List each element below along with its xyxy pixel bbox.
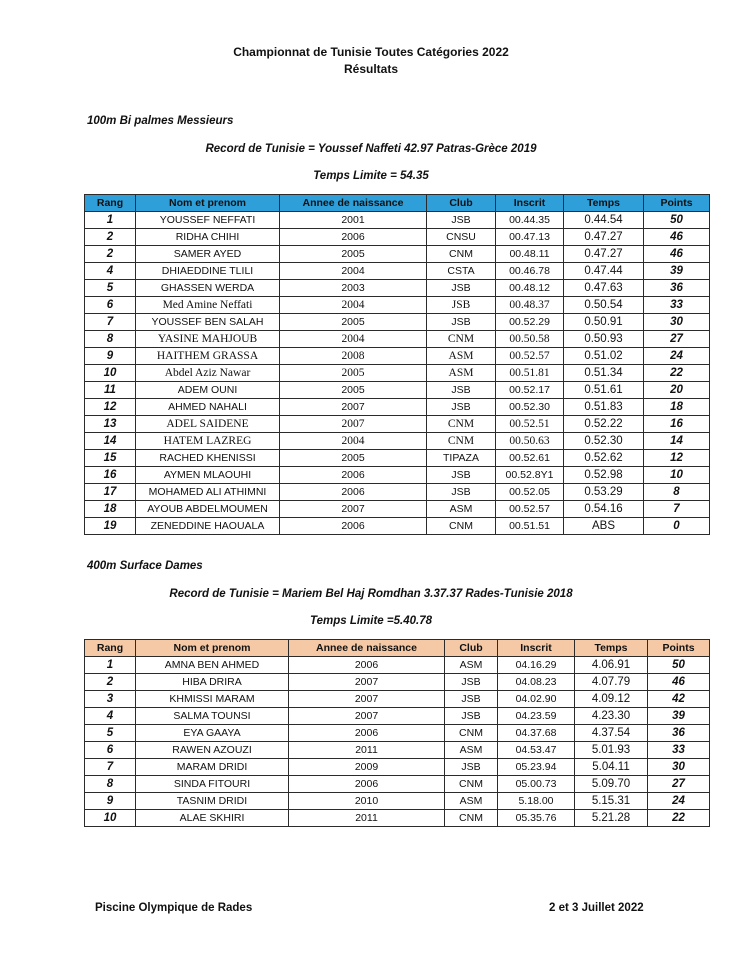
entry-time-cell: 00.52.17 bbox=[496, 382, 564, 399]
birth-year-cell: 2004 bbox=[280, 297, 427, 314]
birth-year-cell: 2004 bbox=[280, 263, 427, 280]
record-line: Record de Tunisie = Youssef Naffeti 42.97 Patras-Grèce 2019 bbox=[205, 143, 537, 155]
points-cell: 16 bbox=[644, 416, 710, 433]
points-cell: 22 bbox=[648, 810, 710, 827]
time-cell: 0.51.83 bbox=[564, 399, 644, 416]
rank-cell: 2 bbox=[85, 229, 136, 246]
time-cell: 0.50.93 bbox=[564, 331, 644, 348]
points-cell: 46 bbox=[644, 229, 710, 246]
time-cell: 4.09.12 bbox=[575, 691, 648, 708]
name-cell: HAITHEM GRASSA bbox=[136, 348, 280, 365]
time-cell: 0.51.34 bbox=[564, 365, 644, 382]
time-cell: 4.07.79 bbox=[575, 674, 648, 691]
table-row bbox=[85, 467, 710, 484]
rank-cell: 8 bbox=[85, 331, 136, 348]
time-cell: 0.47.27 bbox=[564, 246, 644, 263]
points-cell: 24 bbox=[648, 793, 710, 810]
time-cell: 0.47.27 bbox=[564, 229, 644, 246]
club-cell: JSB bbox=[427, 484, 496, 501]
name-cell: KHMISSI MARAM bbox=[136, 691, 289, 708]
time-cell: 4.23.30 bbox=[575, 708, 648, 725]
points-cell: 7 bbox=[644, 501, 710, 518]
name-cell: Abdel Aziz Nawar bbox=[136, 365, 280, 382]
birth-year-cell: 2011 bbox=[289, 742, 445, 759]
points-cell: 46 bbox=[644, 246, 710, 263]
table-row bbox=[85, 810, 710, 827]
birth-year-cell: 2005 bbox=[280, 314, 427, 331]
column-header-club: Club bbox=[427, 195, 496, 212]
club-cell: JSB bbox=[427, 467, 496, 484]
club-cell: TIPAZA bbox=[427, 450, 496, 467]
name-cell: HATEM LAZREG bbox=[136, 433, 280, 450]
entry-time-cell: 00.52.29 bbox=[496, 314, 564, 331]
club-cell: ASM bbox=[445, 793, 498, 810]
entry-time-cell: 04.53.47 bbox=[498, 742, 575, 759]
entry-time-cell: 00.52.61 bbox=[496, 450, 564, 467]
club-cell: CNM bbox=[427, 518, 496, 535]
club-cell: ASM bbox=[427, 365, 496, 382]
club-cell: JSB bbox=[427, 212, 496, 229]
rank-cell: 2 bbox=[85, 246, 136, 263]
points-cell: 20 bbox=[644, 382, 710, 399]
table-row bbox=[85, 348, 710, 365]
table-row bbox=[85, 229, 710, 246]
table-row bbox=[85, 280, 710, 297]
name-cell: AMNA BEN AHMED bbox=[136, 657, 289, 674]
name-cell: SAMER AYED bbox=[136, 246, 280, 263]
name-cell: SINDA FITOURI bbox=[136, 776, 289, 793]
points-cell: 14 bbox=[644, 433, 710, 450]
birth-year-cell: 2011 bbox=[289, 810, 445, 827]
table-row bbox=[85, 501, 710, 518]
rank-cell: 1 bbox=[85, 212, 136, 229]
points-cell: 8 bbox=[644, 484, 710, 501]
column-header-temps: Temps bbox=[575, 640, 648, 657]
club-cell: CNM bbox=[427, 416, 496, 433]
time-cell: 0.50.91 bbox=[564, 314, 644, 331]
rank-cell: 3 bbox=[85, 691, 136, 708]
time-cell: 0.47.63 bbox=[564, 280, 644, 297]
birth-year-cell: 2006 bbox=[280, 518, 427, 535]
time-cell: 0.50.54 bbox=[564, 297, 644, 314]
entry-time-cell: 00.48.11 bbox=[496, 246, 564, 263]
name-cell: RAWEN AZOUZI bbox=[136, 742, 289, 759]
rank-cell: 9 bbox=[85, 348, 136, 365]
entry-time-cell: 04.08.23 bbox=[498, 674, 575, 691]
birth-year-cell: 2005 bbox=[280, 246, 427, 263]
birth-year-cell: 2005 bbox=[280, 450, 427, 467]
points-cell: 18 bbox=[644, 399, 710, 416]
name-cell: Med Amine Neffati bbox=[136, 297, 280, 314]
entry-time-cell: 00.52.51 bbox=[496, 416, 564, 433]
name-cell: HIBA DRIRA bbox=[136, 674, 289, 691]
time-limit: Temps Limite = 54.35 bbox=[313, 170, 429, 182]
entry-time-cell: 00.52.05 bbox=[496, 484, 564, 501]
table-row bbox=[85, 657, 710, 674]
rank-cell: 4 bbox=[85, 263, 136, 280]
name-cell: DHIAEDDINE TLILI bbox=[136, 263, 280, 280]
club-cell: ASM bbox=[427, 348, 496, 365]
rank-cell: 5 bbox=[85, 280, 136, 297]
club-cell: JSB bbox=[445, 708, 498, 725]
rank-cell: 5 bbox=[85, 725, 136, 742]
points-cell: 46 bbox=[648, 674, 710, 691]
name-cell: SALMA TOUNSI bbox=[136, 708, 289, 725]
club-cell: JSB bbox=[427, 314, 496, 331]
entry-time-cell: 00.44.35 bbox=[496, 212, 564, 229]
birth-year-cell: 2003 bbox=[280, 280, 427, 297]
points-cell: 50 bbox=[644, 212, 710, 229]
points-cell: 36 bbox=[648, 725, 710, 742]
birth-year-cell: 2007 bbox=[289, 708, 445, 725]
name-cell: YOUSSEF BEN SALAH bbox=[136, 314, 280, 331]
entry-time-cell: 00.52.8Y1 bbox=[496, 467, 564, 484]
rank-cell: 2 bbox=[85, 674, 136, 691]
points-cell: 50 bbox=[648, 657, 710, 674]
table-row bbox=[85, 314, 710, 331]
club-cell: JSB bbox=[427, 399, 496, 416]
rank-cell: 14 bbox=[85, 433, 136, 450]
time-cell: 0.52.30 bbox=[564, 433, 644, 450]
rank-cell: 8 bbox=[85, 776, 136, 793]
birth-year-cell: 2006 bbox=[289, 725, 445, 742]
club-cell: ASM bbox=[445, 657, 498, 674]
birth-year-cell: 2006 bbox=[280, 229, 427, 246]
club-cell: JSB bbox=[445, 674, 498, 691]
table-row bbox=[85, 708, 710, 725]
time-cell: ABS bbox=[564, 518, 644, 535]
table-row bbox=[85, 450, 710, 467]
column-header-club: Club bbox=[445, 640, 498, 657]
entry-time-cell: 04.37.68 bbox=[498, 725, 575, 742]
page-title: Championnat de Tunisie Toutes Catégories 2022 bbox=[233, 45, 509, 59]
rank-cell: 10 bbox=[85, 365, 136, 382]
page-subtitle: Résultats bbox=[343, 62, 399, 76]
points-cell: 33 bbox=[648, 742, 710, 759]
table-row bbox=[85, 331, 710, 348]
column-header-inscrit: Inscrit bbox=[496, 195, 564, 212]
points-cell: 30 bbox=[648, 759, 710, 776]
birth-year-cell: 2010 bbox=[289, 793, 445, 810]
rank-cell: 7 bbox=[85, 759, 136, 776]
table-row bbox=[85, 365, 710, 382]
time-cell: 5.21.28 bbox=[575, 810, 648, 827]
points-cell: 24 bbox=[644, 348, 710, 365]
birth-year-cell: 2007 bbox=[280, 501, 427, 518]
table-row bbox=[85, 382, 710, 399]
points-cell: 10 bbox=[644, 467, 710, 484]
name-cell: ZENEDDINE HAOUALA bbox=[136, 518, 280, 535]
table-row bbox=[85, 246, 710, 263]
event-title: 100m Bi palmes Messieurs bbox=[87, 115, 234, 127]
record-line: Record de Tunisie = Mariem Bel Haj Romdhan 3.37.37 Rades-Tunisie 2018 bbox=[169, 588, 573, 600]
table-row bbox=[85, 484, 710, 501]
club-cell: JSB bbox=[427, 297, 496, 314]
column-header-points: Points bbox=[648, 640, 710, 657]
table-row bbox=[85, 776, 710, 793]
rank-cell: 4 bbox=[85, 708, 136, 725]
entry-time-cell: 00.51.51 bbox=[496, 518, 564, 535]
column-header-nom-prenom: Nom et prenom bbox=[136, 640, 289, 657]
table-row bbox=[85, 691, 710, 708]
club-cell: JSB bbox=[427, 382, 496, 399]
name-cell: MOHAMED ALI ATHIMNI bbox=[136, 484, 280, 501]
table-row bbox=[85, 742, 710, 759]
time-cell: 5.15.31 bbox=[575, 793, 648, 810]
club-cell: CNM bbox=[445, 810, 498, 827]
birth-year-cell: 2001 bbox=[280, 212, 427, 229]
points-cell: 22 bbox=[644, 365, 710, 382]
points-cell: 12 bbox=[644, 450, 710, 467]
time-cell: 5.04.11 bbox=[575, 759, 648, 776]
name-cell: MARAM DRIDI bbox=[136, 759, 289, 776]
rank-cell: 10 bbox=[85, 810, 136, 827]
points-cell: 0 bbox=[644, 518, 710, 535]
birth-year-cell: 2007 bbox=[280, 399, 427, 416]
table-row bbox=[85, 416, 710, 433]
time-cell: 0.52.98 bbox=[564, 467, 644, 484]
time-cell: 0.51.61 bbox=[564, 382, 644, 399]
points-cell: 33 bbox=[644, 297, 710, 314]
column-header-inscrit: Inscrit bbox=[498, 640, 575, 657]
rank-cell: 16 bbox=[85, 467, 136, 484]
time-cell: 0.47.44 bbox=[564, 263, 644, 280]
rank-cell: 6 bbox=[85, 297, 136, 314]
entry-time-cell: 00.48.12 bbox=[496, 280, 564, 297]
table-row bbox=[85, 297, 710, 314]
entry-time-cell: 00.50.63 bbox=[496, 433, 564, 450]
column-header-rang: Rang bbox=[85, 195, 136, 212]
rank-cell: 1 bbox=[85, 657, 136, 674]
footer-venue: Piscine Olympique de Rades bbox=[95, 902, 253, 914]
time-cell: 0.52.22 bbox=[564, 416, 644, 433]
points-cell: 39 bbox=[644, 263, 710, 280]
entry-time-cell: 04.23.59 bbox=[498, 708, 575, 725]
rank-cell: 9 bbox=[85, 793, 136, 810]
club-cell: ASM bbox=[445, 742, 498, 759]
table-row bbox=[85, 725, 710, 742]
club-cell: CNM bbox=[445, 725, 498, 742]
name-cell: YOUSSEF NEFFATI bbox=[136, 212, 280, 229]
time-cell: 4.06.91 bbox=[575, 657, 648, 674]
table-row bbox=[85, 263, 710, 280]
table-row bbox=[85, 759, 710, 776]
club-cell: JSB bbox=[427, 280, 496, 297]
table-row bbox=[85, 399, 710, 416]
name-cell: GHASSEN WERDA bbox=[136, 280, 280, 297]
table-header-row bbox=[85, 640, 710, 657]
name-cell: EYA GAAYA bbox=[136, 725, 289, 742]
points-cell: 27 bbox=[644, 331, 710, 348]
name-cell: ALAE SKHIRI bbox=[136, 810, 289, 827]
time-limit: Temps Limite =5.40.78 bbox=[310, 615, 432, 627]
points-cell: 27 bbox=[648, 776, 710, 793]
birth-year-cell: 2005 bbox=[280, 382, 427, 399]
column-header-annee-naissance: Annee de naissance bbox=[289, 640, 445, 657]
rank-cell: 18 bbox=[85, 501, 136, 518]
entry-time-cell: 00.52.57 bbox=[496, 501, 564, 518]
birth-year-cell: 2008 bbox=[280, 348, 427, 365]
club-cell: JSB bbox=[445, 759, 498, 776]
table-header-row bbox=[85, 195, 710, 212]
entry-time-cell: 05.35.76 bbox=[498, 810, 575, 827]
name-cell: ADEL SAIDENE bbox=[136, 416, 280, 433]
rank-cell: 17 bbox=[85, 484, 136, 501]
birth-year-cell: 2006 bbox=[280, 467, 427, 484]
birth-year-cell: 2004 bbox=[280, 433, 427, 450]
club-cell: CNM bbox=[427, 331, 496, 348]
club-cell: CSTA bbox=[427, 263, 496, 280]
rank-cell: 12 bbox=[85, 399, 136, 416]
birth-year-cell: 2009 bbox=[289, 759, 445, 776]
column-header-nom-prenom: Nom et prenom bbox=[136, 195, 280, 212]
birth-year-cell: 2005 bbox=[280, 365, 427, 382]
name-cell: RIDHA CHIHI bbox=[136, 229, 280, 246]
rank-cell: 15 bbox=[85, 450, 136, 467]
column-header-temps: Temps bbox=[564, 195, 644, 212]
time-cell: 0.53.29 bbox=[564, 484, 644, 501]
column-header-points: Points bbox=[644, 195, 710, 212]
results-table bbox=[84, 194, 710, 535]
column-header-rang: Rang bbox=[85, 640, 136, 657]
club-cell: CNM bbox=[445, 776, 498, 793]
footer-date: 2 et 3 Juillet 2022 bbox=[549, 902, 644, 914]
entry-time-cell: 00.50.58 bbox=[496, 331, 564, 348]
time-cell: 0.44.54 bbox=[564, 212, 644, 229]
time-cell: 5.09.70 bbox=[575, 776, 648, 793]
rank-cell: 11 bbox=[85, 382, 136, 399]
entry-time-cell: 05.23.94 bbox=[498, 759, 575, 776]
table-row bbox=[85, 674, 710, 691]
birth-year-cell: 2007 bbox=[280, 416, 427, 433]
birth-year-cell: 2006 bbox=[289, 657, 445, 674]
birth-year-cell: 2006 bbox=[280, 484, 427, 501]
entry-time-cell: 04.16.29 bbox=[498, 657, 575, 674]
club-cell: CNSU bbox=[427, 229, 496, 246]
name-cell: AHMED NAHALI bbox=[136, 399, 280, 416]
event-title: 400m Surface Dames bbox=[87, 560, 203, 572]
club-cell: ASM bbox=[427, 501, 496, 518]
entry-time-cell: 00.48.37 bbox=[496, 297, 564, 314]
name-cell: RACHED KHENISSI bbox=[136, 450, 280, 467]
club-cell: JSB bbox=[445, 691, 498, 708]
name-cell: ADEM OUNI bbox=[136, 382, 280, 399]
rank-cell: 19 bbox=[85, 518, 136, 535]
time-cell: 0.51.02 bbox=[564, 348, 644, 365]
points-cell: 36 bbox=[644, 280, 710, 297]
entry-time-cell: 5.18.00 bbox=[498, 793, 575, 810]
entry-time-cell: 00.46.78 bbox=[496, 263, 564, 280]
time-cell: 5.01.93 bbox=[575, 742, 648, 759]
birth-year-cell: 2004 bbox=[280, 331, 427, 348]
points-cell: 42 bbox=[648, 691, 710, 708]
time-cell: 4.37.54 bbox=[575, 725, 648, 742]
birth-year-cell: 2007 bbox=[289, 674, 445, 691]
table-row bbox=[85, 518, 710, 535]
points-cell: 39 bbox=[648, 708, 710, 725]
results-table bbox=[84, 639, 710, 827]
rank-cell: 6 bbox=[85, 742, 136, 759]
rank-cell: 7 bbox=[85, 314, 136, 331]
entry-time-cell: 00.47.13 bbox=[496, 229, 564, 246]
entry-time-cell: 04.02.90 bbox=[498, 691, 575, 708]
entry-time-cell: 00.52.30 bbox=[496, 399, 564, 416]
name-cell: YASINE MAHJOUB bbox=[136, 331, 280, 348]
rank-cell: 13 bbox=[85, 416, 136, 433]
table-row bbox=[85, 793, 710, 810]
name-cell: AYOUB ABDELMOUMEN bbox=[136, 501, 280, 518]
time-cell: 0.52.62 bbox=[564, 450, 644, 467]
entry-time-cell: 05.00.73 bbox=[498, 776, 575, 793]
entry-time-cell: 00.51.81 bbox=[496, 365, 564, 382]
birth-year-cell: 2007 bbox=[289, 691, 445, 708]
table-row bbox=[85, 212, 710, 229]
club-cell: CNM bbox=[427, 246, 496, 263]
club-cell: CNM bbox=[427, 433, 496, 450]
table-row bbox=[85, 433, 710, 450]
name-cell: TASNIM DRIDI bbox=[136, 793, 289, 810]
entry-time-cell: 00.52.57 bbox=[496, 348, 564, 365]
birth-year-cell: 2006 bbox=[289, 776, 445, 793]
column-header-annee-naissance: Annee de naissance bbox=[280, 195, 427, 212]
name-cell: AYMEN MLAOUHI bbox=[136, 467, 280, 484]
time-cell: 0.54.16 bbox=[564, 501, 644, 518]
points-cell: 30 bbox=[644, 314, 710, 331]
